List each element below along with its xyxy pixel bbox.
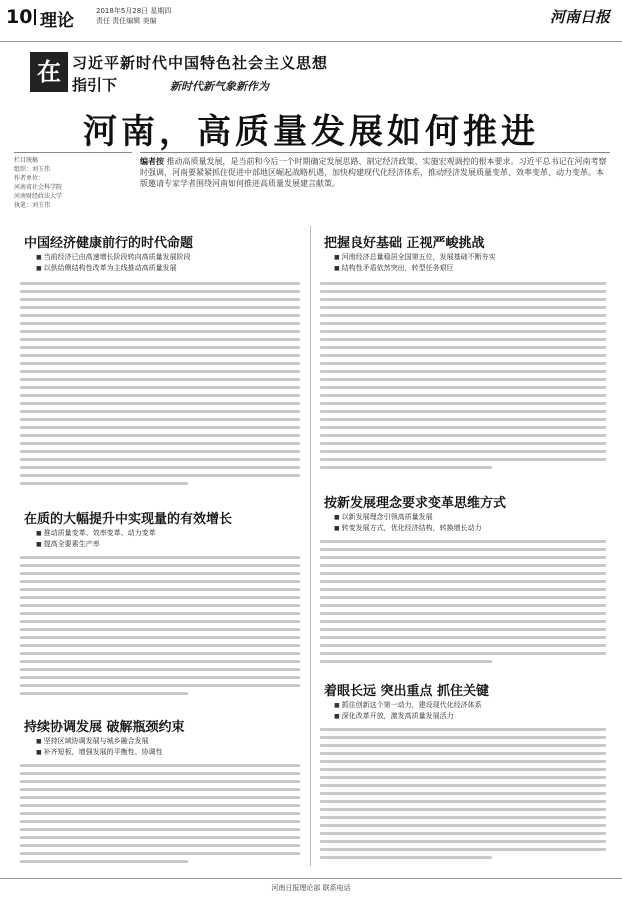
issue-info bbox=[96, 6, 171, 26]
bullet-item: ■ 当前经济已由高速增长阶段转向高质量发展阶段 bbox=[36, 252, 296, 263]
article-body bbox=[20, 764, 300, 872]
section-title: 持续协调发展 破解瓶颈约束 bbox=[24, 720, 185, 735]
bullet-item: ■ 推动质量变革、效率变革、动力变革 bbox=[36, 528, 296, 539]
page-number: 10 bbox=[6, 6, 33, 28]
article-body bbox=[20, 556, 300, 706]
section-title: 中国经济健康前行的时代命题 bbox=[24, 236, 194, 251]
section-bullets bbox=[36, 528, 296, 550]
editor-note bbox=[140, 152, 610, 212]
bullet-item: ■ 补齐短板，增强发展的平衡性、协调性 bbox=[36, 747, 296, 758]
section-title: 在质的大幅提升中实现量的有效增长 bbox=[24, 512, 233, 527]
bullet-item: ■ 以新发展理念引领高质量发展 bbox=[334, 512, 604, 523]
section-name: 理论 bbox=[40, 11, 74, 31]
byline-label: 栏目统稿 bbox=[14, 157, 39, 164]
issue-date: 2018年5月28日 星期四 bbox=[96, 7, 172, 15]
bullet-item: ■ 坚持区域协调发展与城乡融合发展 bbox=[36, 736, 296, 747]
bullet-item: ■ 河南经济总量稳居全国第五位，发展基础不断夯实 bbox=[334, 252, 604, 263]
page-footer: 河南日报理论部 联系电话 bbox=[0, 878, 622, 893]
banner-subtitle: 新时代新气象新作为 bbox=[170, 80, 269, 93]
bullet-item: ■ 抓住创新这个第一动力，建设现代化经济体系 bbox=[334, 700, 604, 711]
section-bullets bbox=[334, 700, 604, 722]
article-body bbox=[20, 282, 300, 496]
column-divider bbox=[310, 226, 311, 866]
bullet-item: ■ 转变发展方式，优化经济结构，转换增长动力 bbox=[334, 523, 604, 534]
article-body bbox=[320, 728, 606, 872]
byline-line: 作者单位： bbox=[14, 175, 45, 182]
byline-line: 河南省社会科学院 bbox=[14, 184, 63, 191]
editor-note-lead: 编者按 bbox=[140, 157, 164, 166]
article-body bbox=[320, 282, 606, 482]
section-bullets bbox=[36, 736, 296, 758]
masthead bbox=[0, 0, 622, 42]
byline-line: 组织：刘玉伟 bbox=[14, 166, 51, 173]
issue-editors: 责任 责任编辑 美编 bbox=[96, 17, 157, 25]
masthead-divider bbox=[34, 9, 36, 25]
banner-title-line2: 指引下 bbox=[72, 76, 118, 94]
bullet-item: ■ 以供给侧结构性改革为主线推动高质量发展 bbox=[36, 263, 296, 274]
byline-line: 河南财经政法大学 bbox=[14, 193, 63, 200]
editor-note-text: 推动高质量发展，是当前和今后一个时期确定发展思路、制定经济政策、实施宏观调控的根本要求。习近平总书记在河南考察时强调，河南要紧紧抓住促进中部地区崛起战略机遇，加快构建现代化经济体系，推动经济发展质量变革、效率变革、动力变革。本版邀请专家学者围绕河南如何推进高质量发展建言献策。 bbox=[140, 157, 607, 188]
bullet-item: ■ 结构性矛盾依然突出，转型任务艰巨 bbox=[334, 263, 604, 274]
banner-title-line1: 习近平新时代中国特色社会主义思想 bbox=[72, 54, 329, 72]
column-banner bbox=[30, 50, 610, 98]
section-bullets bbox=[334, 252, 604, 274]
section-title: 把握良好基础 正视严峻挑战 bbox=[324, 236, 485, 251]
bullet-item: ■ 深化改革开放，激发高质量发展活力 bbox=[334, 711, 604, 722]
byline-line: 执笔：刘玉伟 bbox=[14, 202, 51, 209]
article-body bbox=[320, 540, 606, 670]
page-headline: 河南，高质量发展如何推进 bbox=[83, 112, 539, 152]
bullet-item: ■ 提高全要素生产率 bbox=[36, 539, 296, 550]
section-title: 着眼长远 突出重点 抓住关键 bbox=[324, 684, 490, 699]
section-bullets bbox=[36, 252, 296, 274]
banner-char: 在 bbox=[30, 52, 68, 92]
newspaper-logo: 河南日报 bbox=[549, 8, 610, 26]
section-title: 按新发展理念要求变革思维方式 bbox=[324, 496, 507, 511]
byline bbox=[14, 152, 132, 212]
section-bullets bbox=[334, 512, 604, 534]
